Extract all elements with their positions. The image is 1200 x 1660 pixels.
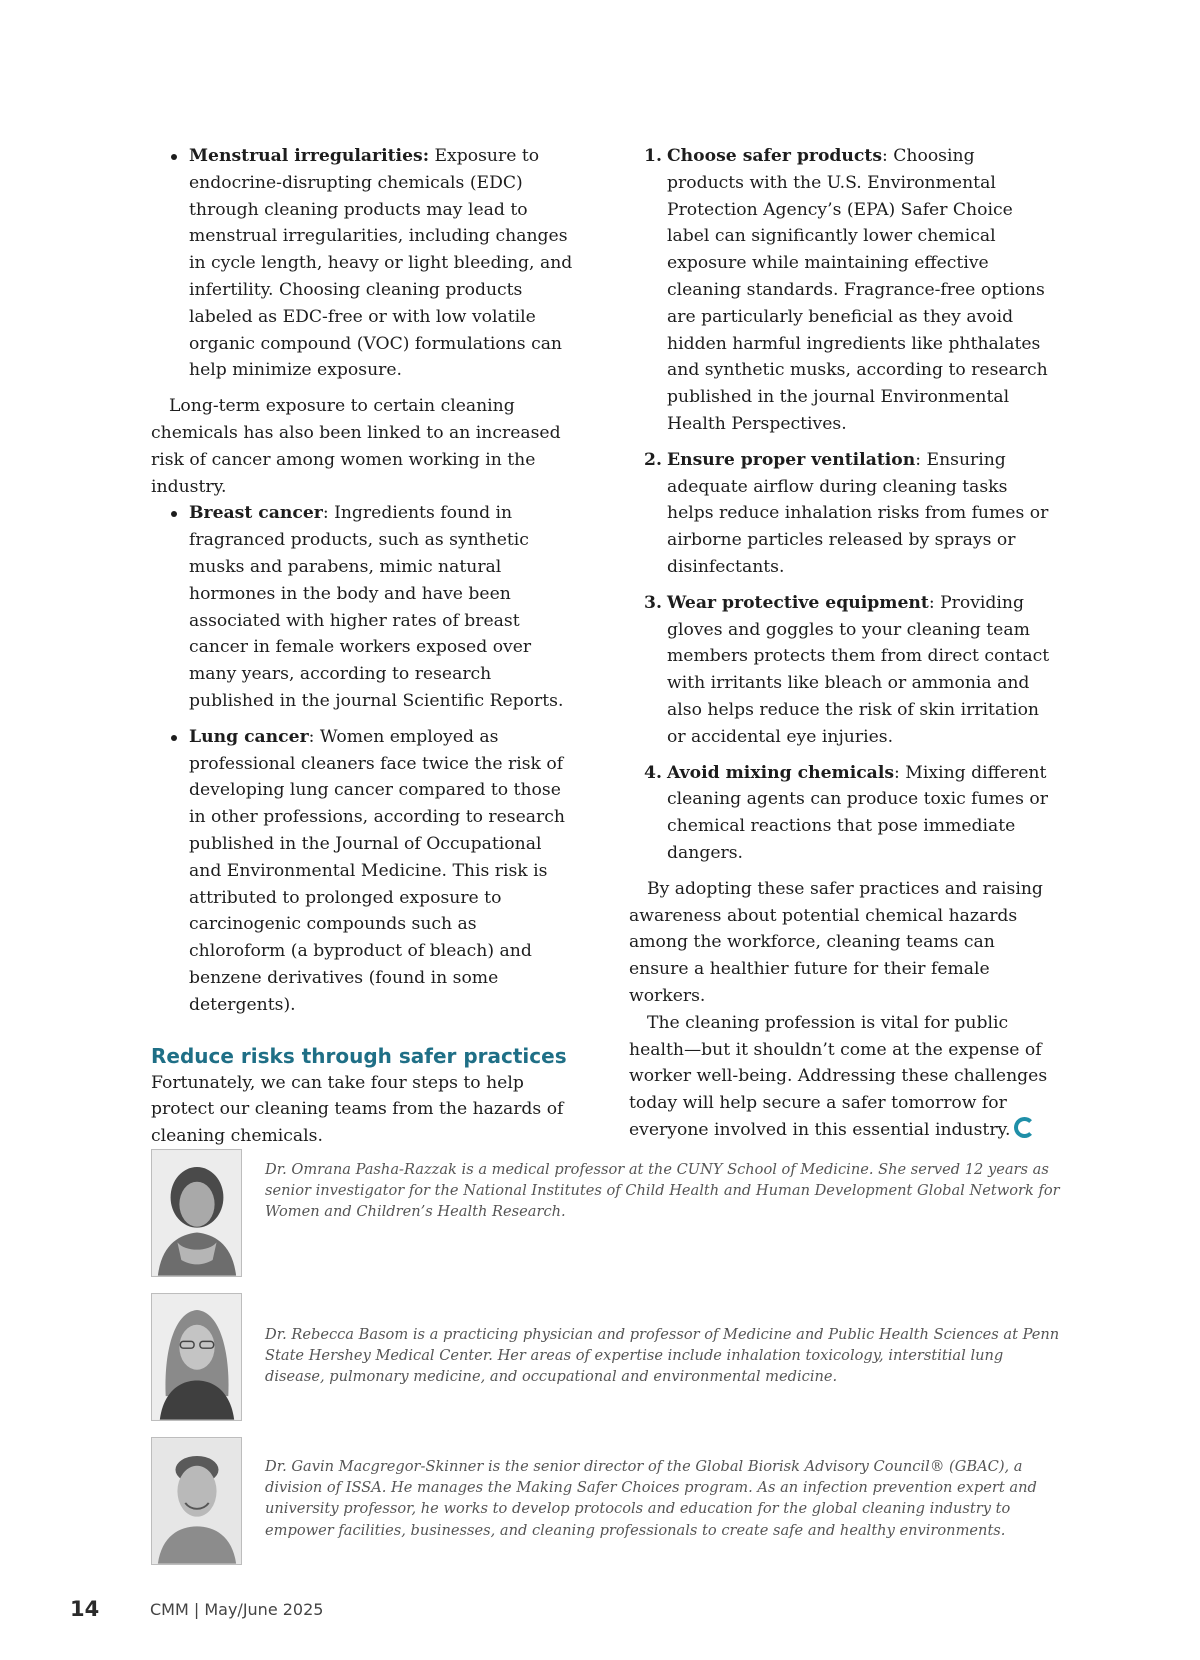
step-item <box>629 143 1057 438</box>
step-item <box>629 760 1057 867</box>
list-item-label: Menstrual irregularities: <box>189 146 430 166</box>
portrait-icon <box>152 1294 241 1420</box>
health-effects-list <box>151 143 575 384</box>
cancer-list <box>151 500 575 1018</box>
publication-info: CMM | May/June 2025 <box>150 1600 324 1619</box>
list-item-text: Exposure to endocrine-disrupting chemicals (EDC) through cleaning products may lead to menstrual irregularities, including changes in cycle length, heavy or light bleeding, and infertility. Choosing cleaning products labeled as EDC-free or with low volatile organic compound (VOC) formulations can help minimize exposure. <box>189 146 573 381</box>
author-bio-text: Dr. Omrana Pasha-Razzak is a medical professor at the CUNY School of Medicine. She served 12 years as senior investigator for the National Institutes of Child Health and Human Development Global Network for Women and Children’s Health Research. <box>265 1161 1060 1221</box>
step-number: 3. <box>644 592 662 613</box>
author-bio-text: Dr. Rebecca Basom is a practicing physician and professor of Medicine and Public Health Sciences at Penn State Hershey Medical Center. Her areas of expertise include inhalation toxicology, interstitial lung disease, pulmonary medicine, and occupational and environmental medicine. <box>265 1326 1060 1386</box>
step-label: Avoid mixing chemicals <box>667 762 895 783</box>
step-text: : Mixing different cleaning agents can produce toxic fumes or chemical reactions that pose immediate dangers. <box>667 762 1048 863</box>
step-item <box>629 447 1057 581</box>
portrait-icon <box>152 1438 241 1564</box>
list-item-menstrual <box>151 143 575 384</box>
step-number: 1. <box>644 146 662 166</box>
list-item-text: : Women employed as professional cleaners face twice the risk of developing lung cancer compared to those in other professions, according to research published in the Journal of Occupational and Environmental Medicine. This risk is attributed to prolonged exposure to carcinogenic compounds such as chloroform (a byproduct of bleach) and benzene derivatives (found in some detergents). <box>189 726 565 1015</box>
author-photo <box>151 1293 242 1421</box>
closing-paragraph-2 <box>629 1010 1057 1144</box>
left-column <box>151 143 575 1150</box>
step-text: : Choosing products with the U.S. Environmental Protection Agency’s (EPA) Safer Choice label can significantly lower chemical exposure while maintaining effective cleaning standards. Fragrance-free options are particularly beneficial as they avoid hidden harmful ingredients like phthalates and synthetic musks, according to research published in the journal Environmental Health Perspectives. <box>667 146 1048 434</box>
author-bio-pasha-razzak <box>151 1149 1061 1277</box>
closing-text: The cleaning profession is vital for public health—but it shouldn’t come at the expense of worker well-being. Addressing these challenges today will help secure a safer tomorrow for everyone involved in this essential industry. <box>629 1012 1048 1140</box>
author-photo <box>151 1437 242 1565</box>
step-text: : Providing gloves and goggles to your cleaning team members protects them from direct contact with irritants like bleach or ammonia and also helps reduce the risk of skin irritation or accidental eye injuries. <box>667 592 1050 747</box>
steps-intro-paragraph: Fortunately, we can take four steps to help protect our cleaning teams from the hazards of cleaning chemicals. <box>151 1072 564 1147</box>
closing-paragraph-1: By adopting these safer practices and raising awareness about potential chemical hazards among the workforce, cleaning teams can ensure a healthier future for their female workers. <box>629 878 1043 1006</box>
right-column <box>629 143 1057 1144</box>
list-item-label: Lung cancer <box>189 726 309 747</box>
cancer-intro-paragraph: Long-term exposure to certain cleaning chemicals has also been linked to an increased risk of cancer among women working in the industry. <box>151 396 561 497</box>
step-label: Choose safer products <box>667 146 883 166</box>
step-text: : Ensuring adequate airflow during cleaning tasks helps reduce inhalation risks from fumes or airborne particles released by sprays or disinfectants. <box>667 449 1049 577</box>
list-item-label: Breast cancer <box>189 503 323 524</box>
cmm-c-logo-icon <box>1014 1117 1035 1138</box>
step-number: 4. <box>644 762 662 783</box>
safety-steps-list <box>629 143 1057 867</box>
author-bio-text: Dr. Gavin Macgregor-Skinner is the senior director of the Global Biorisk Advisory Council® (GBAC), a division of ISSA. He manages the Making Safer Choices program. As an infection prevention expert and university professor, he works to develop protocols and education for the global cleaning industry to empower facilities, businesses, and cleaning professionals to create safe and healthy environments. <box>265 1458 1037 1539</box>
step-number: 2. <box>644 449 662 470</box>
step-item <box>629 590 1057 751</box>
author-bio-macgregor-skinner <box>151 1437 1061 1565</box>
step-label: Wear protective equipment <box>667 592 929 613</box>
portrait-icon <box>152 1150 241 1276</box>
list-item-breast-cancer <box>151 500 575 714</box>
author-bio-basom <box>151 1293 1061 1421</box>
page-number: 14 <box>70 1597 100 1621</box>
step-label: Ensure proper ventilation <box>667 449 916 470</box>
list-item-text: : Ingredients found in fragranced products, such as synthetic musks and parabens, mimic natural hormones in the body and have been associated with higher rates of breast cancer in female workers exposed over many years, according to research published in the journal Scientific Reports. <box>189 503 564 711</box>
list-item-lung-cancer <box>151 724 575 1019</box>
section-heading: Reduce risks through safer practices <box>151 1043 567 1068</box>
author-photo <box>151 1149 242 1277</box>
